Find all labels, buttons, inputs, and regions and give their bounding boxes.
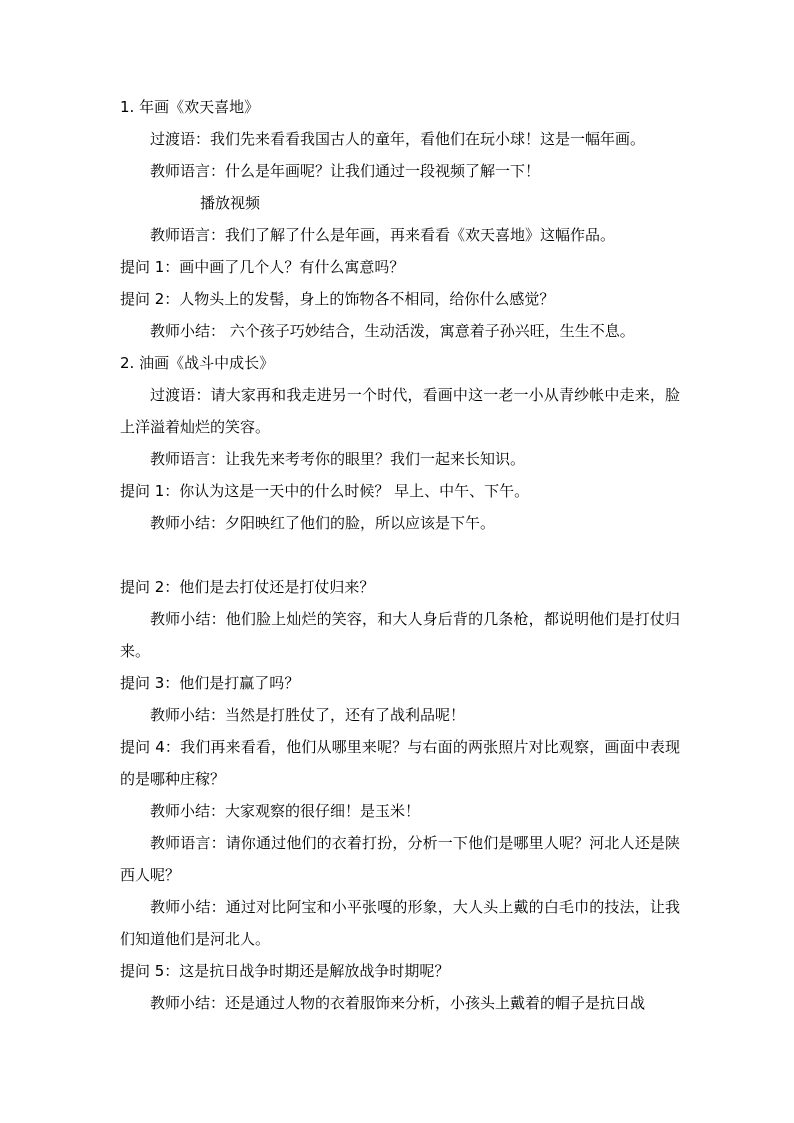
teacher-language: 教师语言：我们了解了什么是年画，再来看看《欢天喜地》这幅作品。: [150, 226, 616, 244]
teacher-summary-paragraph: 教师小结：他们脸上灿烂的笑容，和大人身后背的几条枪，都说明他们是打仗归来。: [120, 610, 680, 660]
section-heading-youhua: 2. 油画《战斗中成长》: [120, 354, 275, 372]
transition-text: 过渡语：我们先来看看我国古人的童年，看他们在玩小球！这是一幅年画。: [150, 130, 646, 148]
question-3: 提问 3：他们是打赢了吗？: [120, 674, 300, 692]
question-1: 提问 1：画中画了几个人？有什么寓意吗？: [120, 258, 405, 276]
document-body: [120, 97, 680, 1025]
teacher-summary: 教师小结： 六个孩子巧妙结合，生动活泼，寓意着子孙兴旺，生生不息。: [150, 322, 635, 340]
teacher-summary: 教师小结：还是通过人物的衣着服饰来分析，小孩头上戴着的帽子是抗日战: [150, 994, 646, 1012]
transition-paragraph: 过渡语：请大家再和我走进另一个时代，看画中这一老一小从青纱帐中走来，脸上洋溢着灿烂的笑容。: [120, 386, 680, 436]
teacher-language: 教师语言：让我先来考考你的眼里？我们一起来长知识。: [150, 450, 526, 468]
teacher-summary-paragraph: 教师小结：通过对比阿宝和小平张嘎的形象，大人头上戴的白毛巾的技法，让我们知道他们是河北人。: [120, 898, 680, 948]
play-video-note: 播放视频: [200, 194, 261, 212]
question-2: 提问 2：人物头上的发髻，身上的饰物各不相同，给你什么感觉？: [120, 290, 555, 308]
question-2: 提问 2：他们是去打仗还是打仗归来？: [120, 578, 375, 596]
question-1: 提问 1：你认为这是一天中的什么时候？ 早上、中午、下午。: [120, 482, 530, 500]
teacher-language: 教师语言：什么是年画呢？让我们通过一段视频了解一下！: [150, 162, 541, 180]
question-4-paragraph: 提问 4：我们再来看看，他们从哪里来呢？与右面的两张照片对比观察，画面中表现的是哪种庄稼？: [120, 738, 680, 788]
teacher-language-paragraph: 教师语言：请你通过他们的衣着打扮，分析一下他们是哪里人呢？河北人还是陕西人呢？: [120, 834, 680, 884]
question-5: 提问 5：这是抗日战争时期还是解放战争时期呢？: [120, 962, 450, 980]
teacher-summary: 教师小结：大家观察的很仔细！是玉米！: [150, 802, 421, 820]
teacher-summary: 教师小结：夕阳映红了他们的脸，所以应该是下午。: [150, 514, 496, 532]
blank-line: [120, 545, 680, 577]
teacher-summary: 教师小结：当然是打胜仗了，还有了战利品呢！: [150, 706, 466, 724]
section-heading-nianhua: 1. 年画《欢天喜地》: [120, 98, 260, 116]
